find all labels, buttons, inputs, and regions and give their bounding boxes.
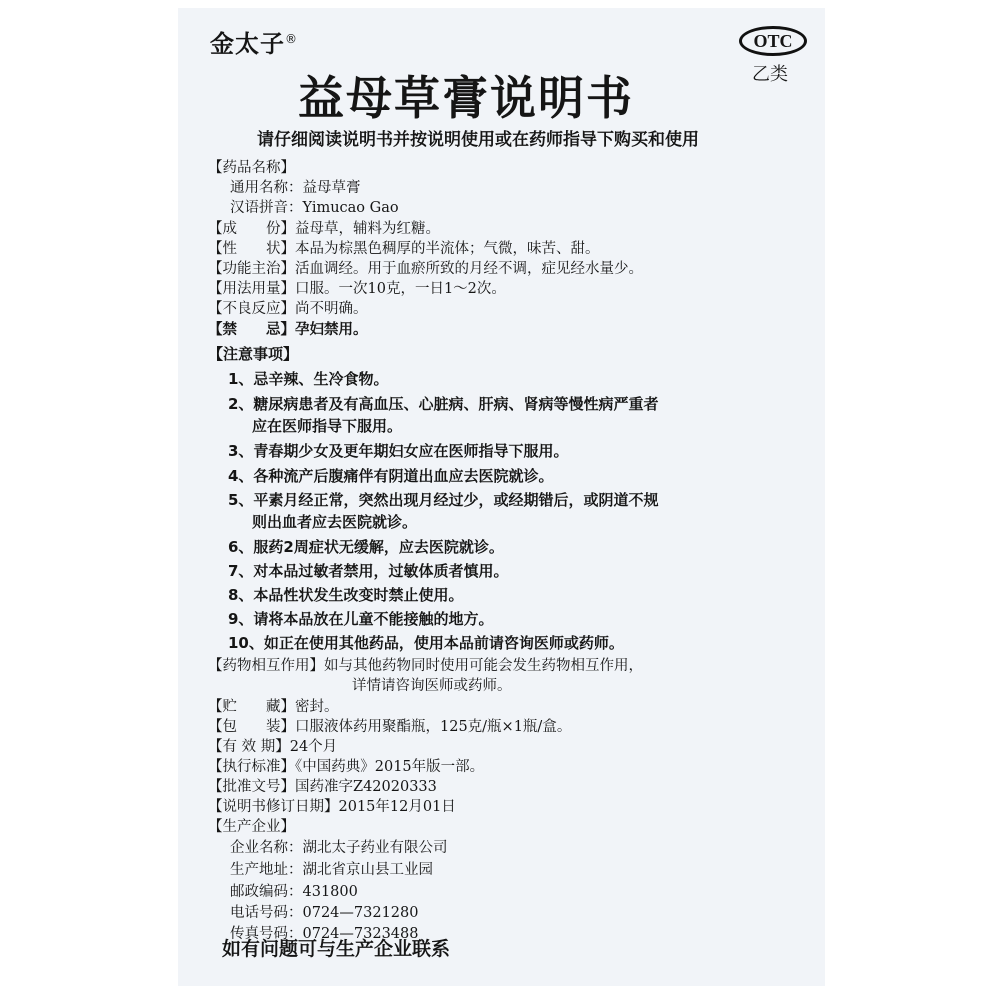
field-row [208,717,571,737]
precaution-item: 7、对本品过敏者禁用，过敏体质者慎用。 [228,562,509,580]
manufacturer-row [230,860,433,880]
field-row [208,279,506,299]
precaution-item: 3、青春期少女及更年期妇女应在医师指导下服用。 [228,442,569,460]
precaution-item: 6、服药2周症状无缓解，应去医院就诊。 [228,538,504,556]
manufacturer-value: 0724—7321280 [302,905,419,921]
precaution-item: 8、本品性状发生改变时禁止使用。 [228,586,464,604]
field-value: 活血调经。用于血瘀所致的月经不调，症见经水量少。 [295,261,643,277]
manufacturer-row [230,903,418,923]
field-value: 密封。 [295,699,339,715]
precaution-item: 5、平素月经正常，突然出现月经过少，或经期错后，或阴道不规 [228,491,659,509]
interactions-text: 如与其他药物同时使用可能会发生药物相互作用， [324,658,643,674]
registered-mark: ® [285,32,298,46]
manufacturer-row [230,838,448,858]
interactions-label: 【药物相互作用】 [208,658,324,674]
field-label: 【有 效 期】 [208,739,290,755]
field-label: 【性 状】 [208,241,295,257]
precaution-item: 2、糖尿病患者及有高血压、心脏病、肝病、肾病等慢性病严重者 [228,395,659,413]
field-label: 【执行标准】 [208,759,295,775]
field-row [208,737,337,757]
generic-name-row [230,178,361,198]
field-value: 口服。一次10克，一日1～2次。 [295,281,506,297]
field-label: 【说明书修订日期】 [208,799,339,815]
field-label: 【功能主治】 [208,261,295,277]
field-row [208,320,368,340]
otc-class-label: 乙类 [752,64,788,85]
field-value: 2015年12月01日 [338,799,456,815]
field-label: 【用法用量】 [208,281,295,297]
manufacturer-value: 湖北太子药业有限公司 [302,840,448,856]
manufacturer-value: 0724—7323488 [302,926,419,942]
generic-name-label: 通用名称： [230,180,303,196]
field-row [208,777,437,797]
precaution-item: 9、请将本品放在儿童不能接触的地方。 [228,610,494,628]
field-value: 孕妇禁用。 [295,322,368,338]
precautions-heading: 【注意事项】 [208,345,299,363]
field-row [208,259,643,279]
brand-logo: 金太子® [210,30,298,58]
field-row [208,697,339,717]
manufacturer-label: 传真号码： [230,926,303,942]
manufacturer-label: 企业名称： [230,840,303,856]
page-subtitle: 请仔细阅读说明书并按说明使用或在药师指导下购买和使用 [257,130,699,150]
field-value: 24个月 [289,739,338,755]
field-value: 尚不明确。 [295,301,368,317]
field-row [208,239,600,259]
pinyin-value: Yimucao Gao [302,200,399,216]
field-row [208,797,456,817]
field-value: 益母草，辅料为红糖。 [295,221,440,237]
interactions-row [208,656,643,676]
field-label: 【批准文号】 [208,779,295,795]
field-row [208,757,484,777]
field-label: 【包 装】 [208,719,295,735]
field-value: 口服液体药用聚酯瓶，125克/瓶×1瓶/盒。 [295,719,572,735]
page-title: 益母草膏说明书 [298,71,634,125]
field-label: 【贮 藏】 [208,699,295,715]
interactions-text-cont: 详情请咨询医师或药师。 [352,678,512,694]
field-row [208,219,440,239]
manufacturer-row [230,882,358,902]
field-value: 《中国药典》2015年版一部。 [295,759,485,775]
field-value: 国药准字Z42020333 [295,779,437,795]
manufacturer-heading: 【生产企业】 [208,819,295,835]
drug-name-heading: 【药品名称】 [208,160,295,176]
field-label: 【禁 忌】 [208,322,295,338]
manufacturer-value: 431800 [302,884,358,900]
field-row [208,299,368,319]
pinyin-row [230,198,399,218]
precaution-item: 4、各种流产后腹痛伴有阴道出血应去医院就诊。 [228,467,554,485]
precaution-item-cont: 应在医师指导下服用。 [252,417,403,435]
field-value: 本品为棕黑色稠厚的半流体；气微，味苦、甜。 [295,241,600,257]
footer-note: 如有问题可与生产企业联系 [222,938,451,960]
precaution-item: 1、忌辛辣、生冷食物。 [228,370,389,388]
manufacturer-label: 生产地址： [230,862,303,878]
field-label: 【成 份】 [208,221,295,237]
generic-name-value: 益母草膏 [302,180,361,196]
field-label: 【不良反应】 [208,301,295,317]
precaution-item: 10、如正在使用其他药品，使用本品前请咨询医师或药师。 [228,634,624,652]
manufacturer-value: 湖北省京山县工业园 [302,862,433,878]
precaution-item-cont: 则出血者应去医院就诊。 [252,513,418,531]
manufacturer-label: 邮政编码： [230,884,303,900]
otc-badge: OTC [739,26,807,56]
manufacturer-label: 电话号码： [230,905,303,921]
pinyin-label: 汉语拼音： [230,200,303,216]
